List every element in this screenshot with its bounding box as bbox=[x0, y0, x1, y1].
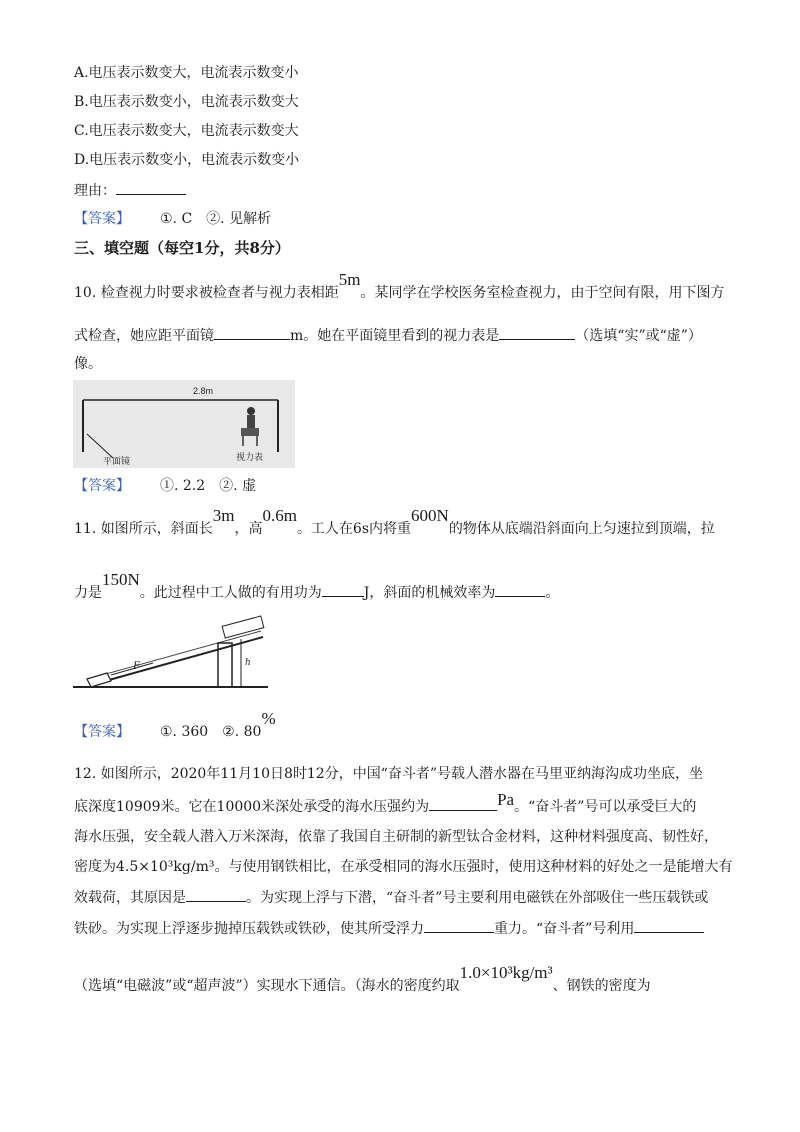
q9-answer: ①. C ②. 见解析 bbox=[160, 211, 272, 227]
q10-line2: 式检查，她应距平面镜 m。她在平面镜里看到的视力表是 （选填“实”或“虚”） bbox=[74, 325, 702, 346]
answer-tag: 【答案】 bbox=[74, 478, 130, 494]
q12-line4: 密度为4.5×10³kg/m³。与使用钢铁相比，在承受相同的海水压强时，使用这种材料的好处之一是能增大有 bbox=[74, 859, 733, 875]
answer-tag: 【答案】 bbox=[74, 211, 130, 227]
reason-blank bbox=[116, 180, 186, 195]
q11-length: 3m bbox=[212, 506, 235, 525]
option-c: C.电压表示数变大，电流表示数变大 bbox=[74, 123, 299, 139]
reason-line bbox=[74, 180, 186, 201]
q11-answer-line bbox=[74, 709, 276, 742]
option-a: A.电压表示数变大，电流表示数变小 bbox=[74, 65, 299, 81]
option-b: B.电压表示数变小，电流表示数变大 bbox=[74, 94, 299, 110]
q11-line1: 11. 如图所示，斜面长3m，高0.6m。工人在6s内将重600N的物体从底端沿斜面向上匀速拉到顶端，拉 bbox=[74, 506, 715, 537]
q10-figure-chart-label: 视力表 bbox=[236, 453, 264, 463]
q12-blank-3 bbox=[424, 918, 494, 933]
section-title: 三、填空题（每空1分，共8分） bbox=[74, 239, 290, 257]
q10-line3: 像。 bbox=[74, 356, 102, 372]
q12-blank-1 bbox=[429, 796, 497, 811]
q12-pa: Pa bbox=[497, 790, 515, 809]
q10-blank-2 bbox=[499, 325, 575, 340]
option-d: D.电压表示数变小，电流表示数变小 bbox=[74, 152, 300, 168]
q11-figure-f-label: F bbox=[133, 661, 140, 672]
q11-height: 0.6m bbox=[262, 506, 297, 525]
q12-blank-4 bbox=[634, 918, 704, 933]
q11-line2: 力是150N。此过程中工人做的有用功为 J，斜面的机械效率为 。 bbox=[74, 570, 560, 601]
q11-figure-h-label: h bbox=[245, 658, 251, 668]
q12-line6: 铁砂。为实现上浮逐步抛掉压载铁或铁砂，使其所受浮力 重力。“奋斗者”号利用 bbox=[74, 918, 704, 939]
answer-tag: 【答案】 bbox=[74, 724, 130, 740]
q12-line7: （选填“电磁波”或“超声波”）实现水下通信。（海水的密度约取1.0×10³kg/m³、钢铁的密度为 bbox=[74, 963, 651, 994]
q12-line5: 效载荷，其原因是 。为实现上浮与下潜，“奋斗者”号主要利用电磁铁在外部吸住一些压载铁或 bbox=[74, 887, 708, 908]
q9-answer-line bbox=[74, 209, 271, 229]
q10-figure-distance: 2.8m bbox=[193, 386, 214, 396]
q10-answer-line bbox=[74, 476, 256, 496]
q10-distance: 5m bbox=[338, 270, 361, 289]
reason-label: 理由： bbox=[74, 183, 116, 199]
q11-blank-1 bbox=[322, 582, 364, 597]
q12-line3: 海水压强，安全载人潜入万米深海，依靠了我国自主研制的新型钛合金材料，这种材料强度高、韧性好， bbox=[74, 829, 718, 845]
q10-answer: ①. 2.2 ②. 虚 bbox=[160, 478, 257, 494]
q11-blank-2 bbox=[495, 582, 545, 597]
q10-blank-1 bbox=[214, 325, 290, 340]
q12-line1: 12. 如图所示，2020年11月10日8时12分，中国“奋斗者”号载人潜水器在马里亚纳海沟成功坐底，坐 bbox=[74, 766, 704, 782]
q11-percent: % bbox=[261, 709, 276, 728]
q11-answer: ①. 360 ②. 80 bbox=[160, 724, 262, 740]
q10-line1: 10. 检查视力时要求被检查者与视力表相距5m。某同学在学校医务室检查视力，由于空间有限，用下图方 bbox=[74, 270, 725, 301]
q12-blank-2 bbox=[186, 887, 246, 902]
q11-force: 150N bbox=[102, 570, 140, 589]
q10-figure bbox=[73, 380, 295, 468]
q12-density: 1.0×10³kg/m³ bbox=[459, 963, 553, 982]
q12-line2: 底深度10909米。它在10000米深处承受的海水压强约为 Pa。“奋斗者”号可以承受巨大的 bbox=[74, 790, 697, 815]
q11-weight: 600N bbox=[411, 506, 449, 525]
q10-figure-mirror-label: 平面镜 bbox=[103, 457, 131, 467]
q11-figure bbox=[73, 615, 273, 695]
